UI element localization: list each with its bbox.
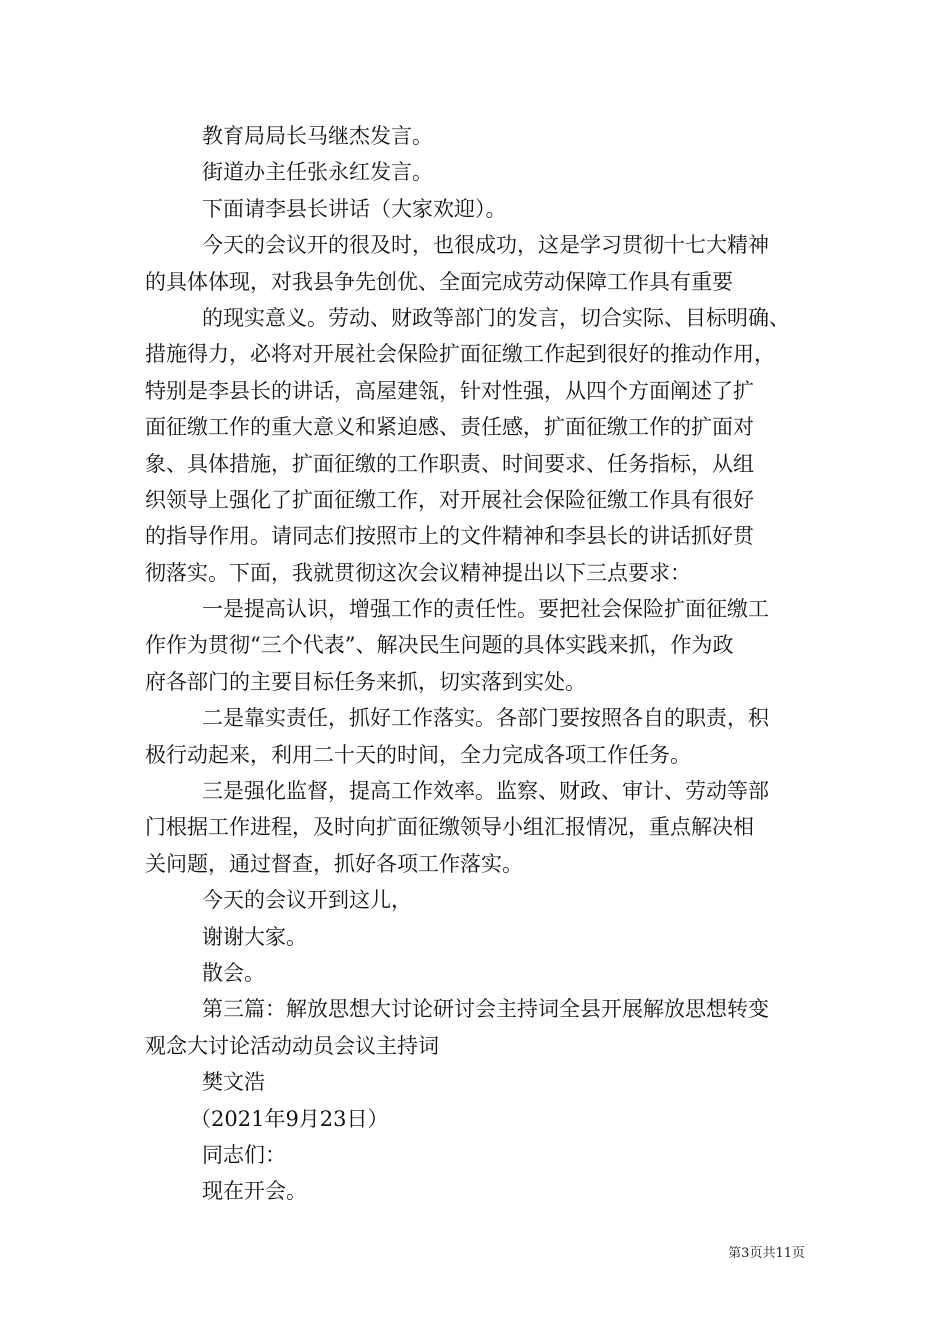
text-line: 现在开会。 xyxy=(202,1179,307,1204)
text-line: 今天的会议开的很及时，也很成功，这是学习贯彻十七大精神 xyxy=(202,233,769,258)
text-line: 面征缴工作的重大意义和紧迫感、责任感，扩面征缴工作的扩面对 xyxy=(145,415,754,440)
text-line: 特别是李县长的讲话，高屋建瓴，针对性强，从四个方面阐述了扩 xyxy=(145,378,754,403)
author-name: 樊文浩 xyxy=(202,1070,265,1095)
text-line: 象、具体措施，扩面征缴的工作职责、时间要求、任务指标，从组 xyxy=(145,451,754,476)
text-line: 极行动起来，利用二十天的时间，全力完成各项工作任务。 xyxy=(145,742,691,767)
text-line: 措施得力，必将对开展社会保险扩面征缴工作起到很好的推动作用， xyxy=(145,342,775,367)
text-line: 的具体体现，对我县争先创优、全面完成劳动保障工作具有重要 xyxy=(145,269,733,294)
page-number-footer: 第3页共11页 xyxy=(728,1246,805,1261)
text-line: 二是靠实责任，抓好工作落实。各部门要按照各自的职责，积 xyxy=(202,706,769,731)
section-heading: 第三篇：解放思想大讨论研讨会主持词全县开展解放思想转变 xyxy=(202,997,769,1022)
text-line: 教育局局长马继杰发言。 xyxy=(202,124,433,148)
text-line: 谢谢大家。 xyxy=(202,924,307,949)
text-line: 同志们： xyxy=(202,1142,286,1167)
date-line: （2021年9月23日） xyxy=(190,1106,389,1131)
text-line: 今天的会议开到这儿， xyxy=(202,888,412,913)
text-line: 府各部门的主要目标任务来抓，切实落到实处。 xyxy=(145,669,586,694)
text-line: 的现实意义。劳动、财政等部门的发言，切合实际、目标明确、 xyxy=(202,305,790,330)
text-line: 彻落实。下面，我就贯彻这次会议精神提出以下三点要求： xyxy=(145,560,691,585)
text-line: 一是提高认识，增强工作的责任性。要把社会保险扩面征缴工 xyxy=(202,597,769,622)
text-line: 街道办主任张永红发言。 xyxy=(202,160,433,185)
section-heading-continued: 观念大讨论活动动员会议主持词 xyxy=(145,1033,439,1058)
text-line: 下面请李县长讲话（大家欢迎）。 xyxy=(202,196,507,221)
text-line: 的指导作用。请同志们按照市上的文件精神和李县长的讲话抓好贯 xyxy=(145,524,754,549)
text-line: 门根据工作进程，及时向扩面征缴领导小组汇报情况，重点解决相 xyxy=(145,815,754,840)
text-line: 织领导上强化了扩面征缴工作，对开展社会保险征缴工作具有很好 xyxy=(145,487,754,512)
text-line: 散会。 xyxy=(202,960,265,985)
document-body xyxy=(145,118,815,1210)
text-line: 三是强化监督，提高工作效率。监察、财政、审计、劳动等部 xyxy=(202,779,769,804)
text-line: 关问题，通过督查，抓好各项工作落实。 xyxy=(145,851,523,876)
text-line: 作作为贯彻“三个代表”、解决民生问题的具体实践来抓，作为政 xyxy=(145,633,734,658)
